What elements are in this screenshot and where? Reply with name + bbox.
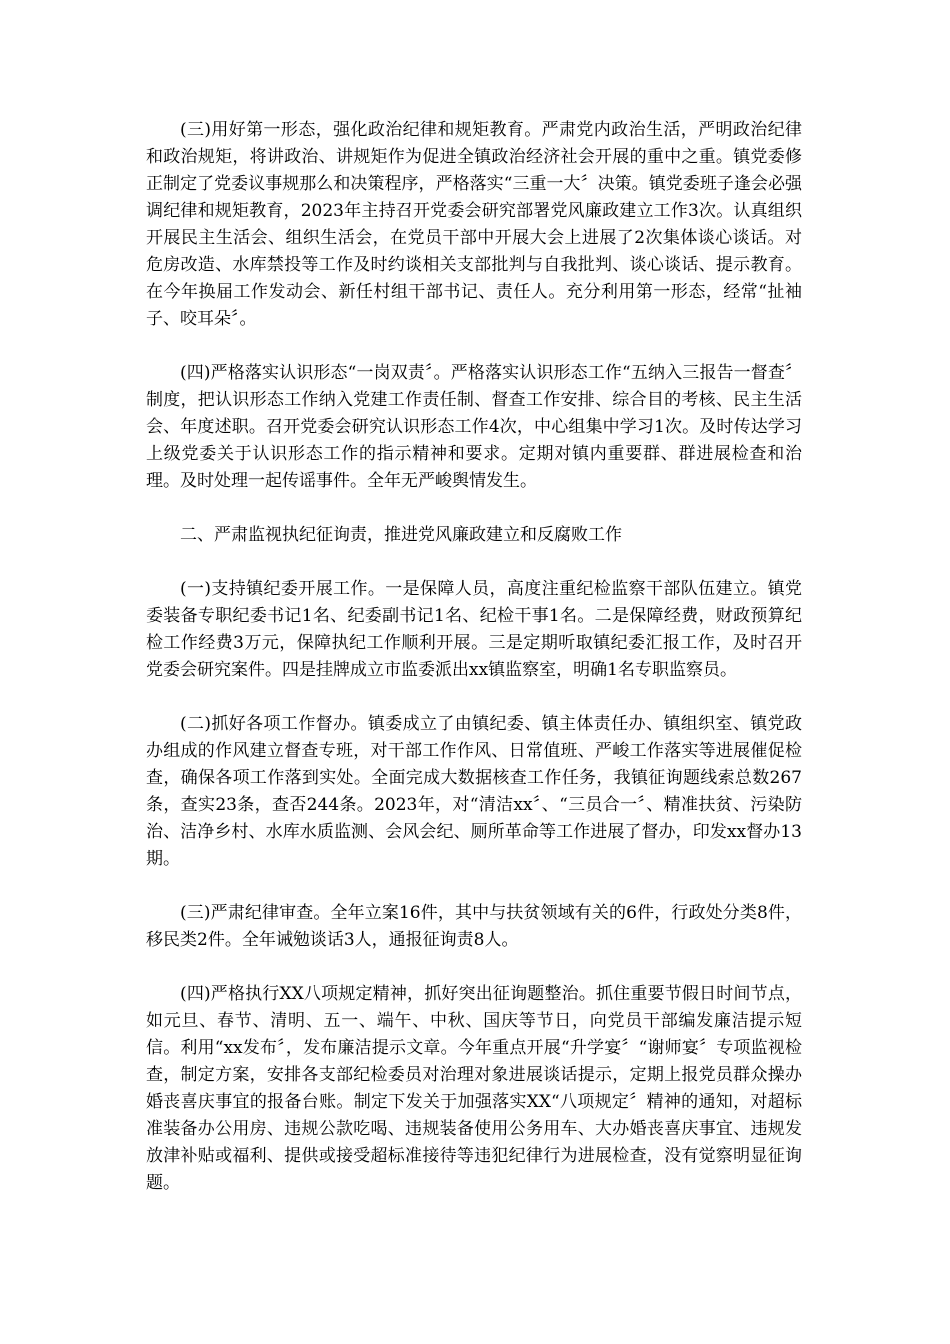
paragraph-support-commission: (一)支持镇纪委开展工作。一是保障人员，高度注重纪检监察干部队伍建立。镇党委装备专职纪委书记1名、纪委副书记1名、纪检干事1名。二是保障经费，财政预算纪检工作经费3万元，保障执纪工作顺利开展。三是定期听取镇纪委汇报工作，及时召开党委会研究案件。四是挂牌成立市监委派出xx镇监察室，明确1名专职监察员。 <box>146 579 802 680</box>
paragraph-discipline-education: (三)用好第一形态，强化政治纪律和规矩教育。严肃党内政治生活，严明政治纪律和政治规矩，将讲政治、讲规矩作为促进全镇政治经济社会开展的重中之重。镇党委修正制定了党委议事规那么和决策程序，严格落实“三重一大〞决策。镇党委班子逢会必强调纪律和规矩教育，2023年主持召开党委会研究部署党风廉政建立工作3次。认真组织开展民主生活会、组织生活会，在党员干部中开展大会上进展了2次集体谈心谈话。对危房改造、水库禁投等工作及时约谈相关支部批判与自我批判、谈心谈话、提示教育。在今年换届工作发动会、新任村组干部书记、责任人。充分利用第一形态，经常“扯袖子、咬耳朵〞。 <box>146 120 802 329</box>
paragraph-eight-rules: (四)严格执行XX八项规定精神，抓好突出征询题整治。抓住重要节假日时间节点，如元旦、春节、清明、五一、端午、中秋、国庆等节日，向党员干部编发廉洁提示短信。利用“xx发布〞，发布廉洁提示文章。今年重点开展“升学宴〞“谢师宴〞专项监视检查，制定方案，安排各支部纪检委员对治理对象进展谈话提示，定期上报党员群众操办婚丧喜庆事宜的报备台账。制定下发关于加强落实XX“八项规定〞精神的通知，对超标准装备办公用房、违规公款吃喝、违规装备使用公务用车、大办婚丧喜庆事宜、违规发放津补贴或福利、提供或接受超标准接待等违犯纪律行为进展检查，没有觉察明显征询题。 <box>146 984 802 1193</box>
paragraph-supervision: (二)抓好各项工作督办。镇委成立了由镇纪委、镇主体责任办、镇组织室、镇党政办组成的作风建立督查专班，对干部工作作风、日常值班、严峻工作落实等进展催促检查，确保各项工作落到实处。全面完成大数据核查工作任务，我镇征询题线索总数267条，查实23条，查否244条。2023年，对“清洁xx〞、“三员合一〞、精准扶贫、污染防治、洁净乡村、水库水质监测、会风会纪、厕所革命等工作进展了督办，印发xx督办13期。 <box>146 714 802 869</box>
section-heading: 二、严肃监视执纪征询责，推进党风廉政建立和反腐败工作 <box>180 525 622 545</box>
paragraph-discipline-review: (三)严肃纪律审查。全年立案16件，其中与扶贫领域有关的6件，行政处分类8件，移民类2件。全年诫勉谈话3人，通报征询责8人。 <box>146 903 802 950</box>
document-body <box>146 117 802 1224</box>
paragraph-ideology-responsibility: (四)严格落实认识形态“一岗双责〞。严格落实认识形态工作“五纳入三报告一督查〞制度，把认识形态工作纳入党建工作责任制、督查工作安排、综合目的考核、民主生活会、年度述职。召开党委会研究认识形态工作4次，中心组集中学习1次。及时传达学习上级党委关于认识形态工作的指示精神和要求。定期对镇内重要群、群进展检查和治理。及时处理一起传谣事件。全年无严峻舆情发生。 <box>146 363 802 491</box>
